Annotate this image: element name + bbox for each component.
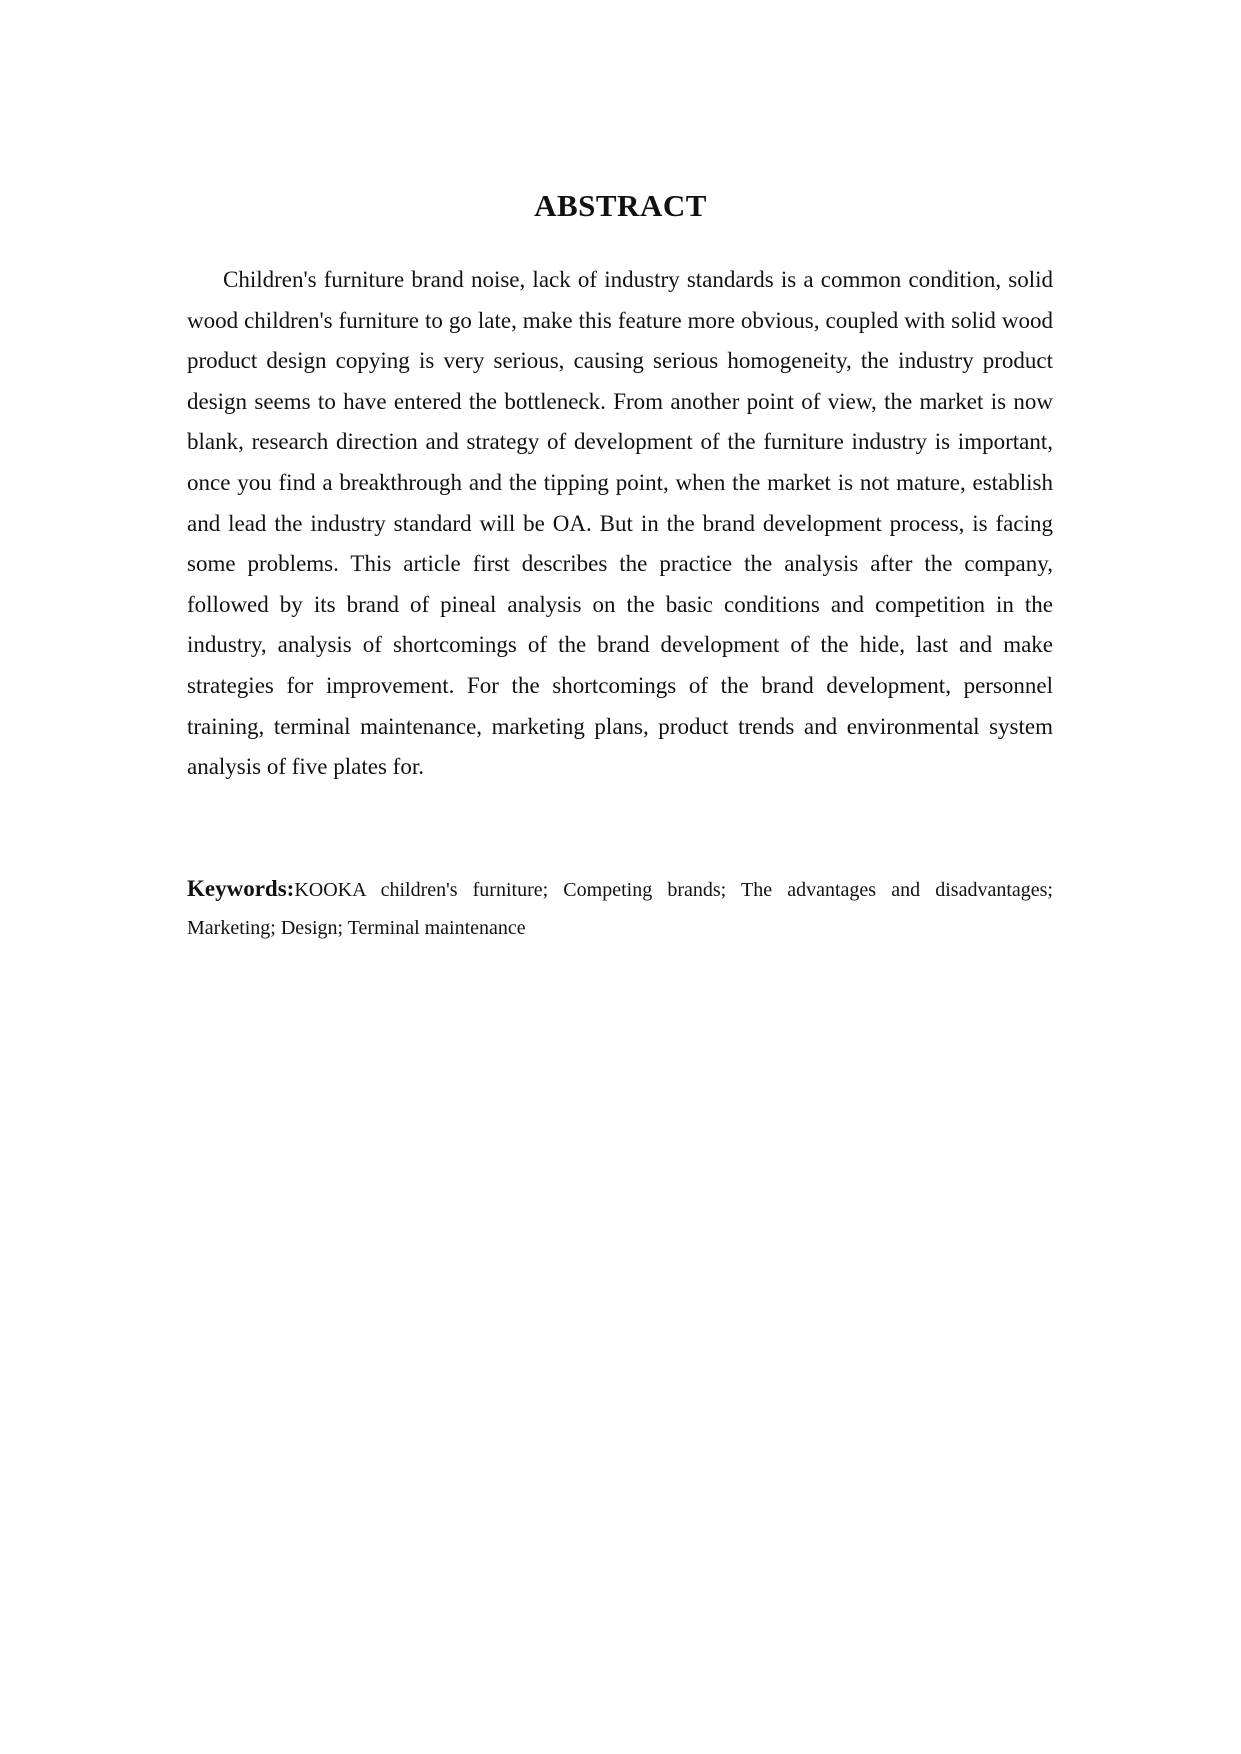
abstract-body: Children's furniture brand noise, lack of industry standards is a common condition, solid wood children's furniture to go late, make this feature more obvious, coupled with solid wood product design copying is very serious, causing serious homogeneity, the industry product design seems to have entered the bottleneck. From another point of view, the market is now blank, research direction and strategy of development of the furniture industry is important, once you find a breakthrough and the tipping point, when the market is not mature, establish and lead the industry standard will be OA. But in the brand development process, is facing some problems. This article first describes the practice the analysis after the company, followed by its brand of pineal analysis on the basic conditions and competition in the industry, analysis of shortcomings of the brand development of the hide, last and make strategies for improvement. For the shortcomings of the brand development, personnel training, terminal maintenance, marketing plans, product trends and environmental system analysis of five plates for. <box>187 267 1053 780</box>
abstract-title: ABSTRACT <box>534 188 707 223</box>
keywords-label: Keywords: <box>187 876 295 901</box>
keywords-paragraph <box>187 870 1053 947</box>
keywords-text: KOOKA children's furniture; Competing brands; The advantages and disadvantages; Marketing; Design; Terminal maintenance <box>187 879 1053 939</box>
